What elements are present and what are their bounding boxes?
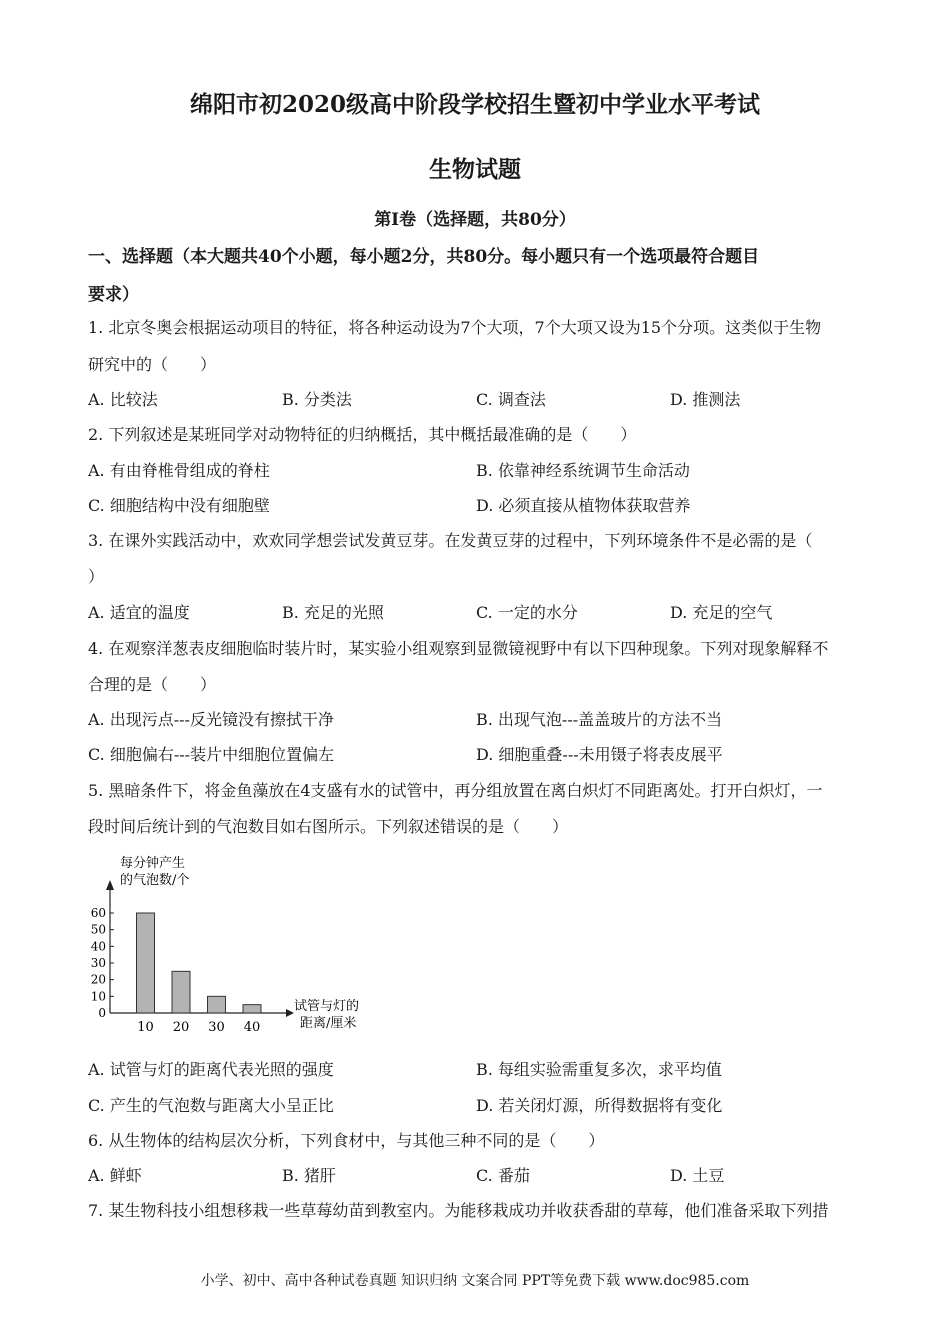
question-1-option-d: D. 推测法 xyxy=(670,390,741,409)
question-5-option-a: A. 试管与灯的距离代表光照的强度 xyxy=(88,1060,334,1079)
section-heading-line1: 一、选择题（本大题共40个小题，每小题2分，共80分。每小题只有一个选项最符合题目 xyxy=(88,247,760,267)
question-3-line1: 3. 在课外实践活动中，欢欢同学想尝试发黄豆芽。在发黄豆芽的过程中，下列环境条件不是必需的是（ xyxy=(88,531,813,550)
question-2-option-a: A. 有由脊椎骨组成的脊柱 xyxy=(88,461,270,480)
question-2-option-d: D. 必须直接从植物体获取营养 xyxy=(476,496,691,515)
x-tick-label: 40 xyxy=(243,1020,261,1035)
y-tick-label: 50 xyxy=(90,922,106,937)
page-footer: 小学、初中、高中各种试卷真题 知识归纳 文案合同 PPT等免费下载 www.doc985.com xyxy=(200,1273,750,1289)
question-3-option-b: B. 充足的光照 xyxy=(282,603,384,622)
question-4-line1: 4. 在观察洋葱表皮细胞临时装片时，某实验小组观察到显微镜视野中有以下四种现象。下列对现象解释不 xyxy=(88,639,829,658)
question-5-option-b: B. 每组实验需重复多次，求平均值 xyxy=(476,1060,722,1079)
question-6-option-d: D. 土豆 xyxy=(670,1166,725,1185)
question-4-line2: 合理的是（ ） xyxy=(88,675,217,694)
exam-title: 绵阳市初2020级高中阶段学校招生暨初中学业水平考试 xyxy=(189,91,760,118)
x-tick-label: 30 xyxy=(208,1020,225,1035)
x-axis-label-line1: 试管与灯的 xyxy=(294,999,360,1014)
question-6-option-a: A. 鲜虾 xyxy=(88,1166,142,1185)
question-3-line2: ） xyxy=(88,567,105,586)
y-tick-label: 30 xyxy=(90,956,106,970)
question-1-option-c: C. 调查法 xyxy=(476,390,546,409)
question-7-line1: 7. 某生物科技小组想移栽一些草莓幼苗到教室内。为能移栽成功并收获香甜的草莓，他们准备采取下列措 xyxy=(88,1201,829,1220)
bar-20 xyxy=(172,971,190,1013)
question-5-option-c: C. 产生的气泡数与距离大小呈正比 xyxy=(88,1096,334,1115)
y-tick-label: 60 xyxy=(90,906,106,920)
y-tick-label: 10 xyxy=(90,989,106,1004)
question-6-option-c: C. 番茄 xyxy=(476,1166,530,1185)
bar-30 xyxy=(208,996,226,1013)
question-2-line1: 2. 下列叙述是某班同学对动物特征的归纳概括，其中概括最准确的是（ ） xyxy=(88,425,637,444)
question-5-option-d: D. 若关闭灯源，所得数据将有变化 xyxy=(476,1096,723,1115)
y-tick-label: 0 xyxy=(98,1006,106,1020)
x-axis-label-line2: 距离/厘米 xyxy=(300,1016,357,1031)
question-1-line2: 研究中的（ ） xyxy=(88,355,217,374)
part-heading: 第I卷（选择题，共80分） xyxy=(374,210,576,230)
question-3-option-a: A. 适宜的温度 xyxy=(88,603,190,622)
subject-title: 生物试题 xyxy=(429,156,521,183)
question-4-option-d: D. 细胞重叠---未用镊子将表皮展平 xyxy=(476,745,723,764)
question-1-line1: 1. 北京冬奥会根据运动项目的特征，将各种运动设为7个大项，7个大项又设为15个分项。这类似于生物 xyxy=(88,318,822,337)
question-4-option-c: C. 细胞偏右---装片中细胞位置偏左 xyxy=(88,745,335,764)
y-axis-label-line2: 的气泡数/个 xyxy=(120,873,190,888)
section-heading-line2: 要求） xyxy=(88,285,139,305)
bar-40 xyxy=(243,1005,261,1013)
y-axis-label-line1: 每分钟产生 xyxy=(120,856,186,871)
bar-10 xyxy=(137,913,155,1013)
question-6-option-b: B. 猪肝 xyxy=(282,1166,336,1185)
y-tick-label: 40 xyxy=(90,939,106,954)
x-tick-label: 10 xyxy=(137,1020,154,1035)
y-axis-arrow xyxy=(106,880,114,890)
question-5-line2: 段时间后统计到的气泡数目如右图所示。下列叙述错误的是（ ） xyxy=(88,817,569,836)
question-4-option-a: A. 出现污点---反光镜没有擦拭干净 xyxy=(88,710,334,729)
question-4-option-b: B. 出现气泡---盖盖玻片的方法不当 xyxy=(476,710,723,729)
question-1-option-b: B. 分类法 xyxy=(282,390,352,409)
question-2-option-c: C. 细胞结构中没有细胞壁 xyxy=(88,496,270,515)
x-tick-label: 20 xyxy=(172,1020,190,1035)
x-axis-arrow xyxy=(286,1009,294,1017)
question-3-option-c: C. 一定的水分 xyxy=(476,603,578,622)
question-2-option-b: B. 依靠神经系统调节生命活动 xyxy=(476,461,690,480)
question-1-option-a: A. 比较法 xyxy=(88,390,158,409)
bubble-count-bar-chart xyxy=(80,850,400,1040)
question-5-line1: 5. 黑暗条件下，将金鱼藻放在4支盛有水的试管中，再分组放置在离白炽灯不同距离处。打开白炽灯，一 xyxy=(88,781,823,800)
question-6-line1: 6. 从生物体的结构层次分析，下列食材中，与其他三种不同的是（ ） xyxy=(88,1131,605,1150)
y-tick-label: 20 xyxy=(90,972,106,987)
question-3-option-d: D. 充足的空气 xyxy=(670,603,773,622)
